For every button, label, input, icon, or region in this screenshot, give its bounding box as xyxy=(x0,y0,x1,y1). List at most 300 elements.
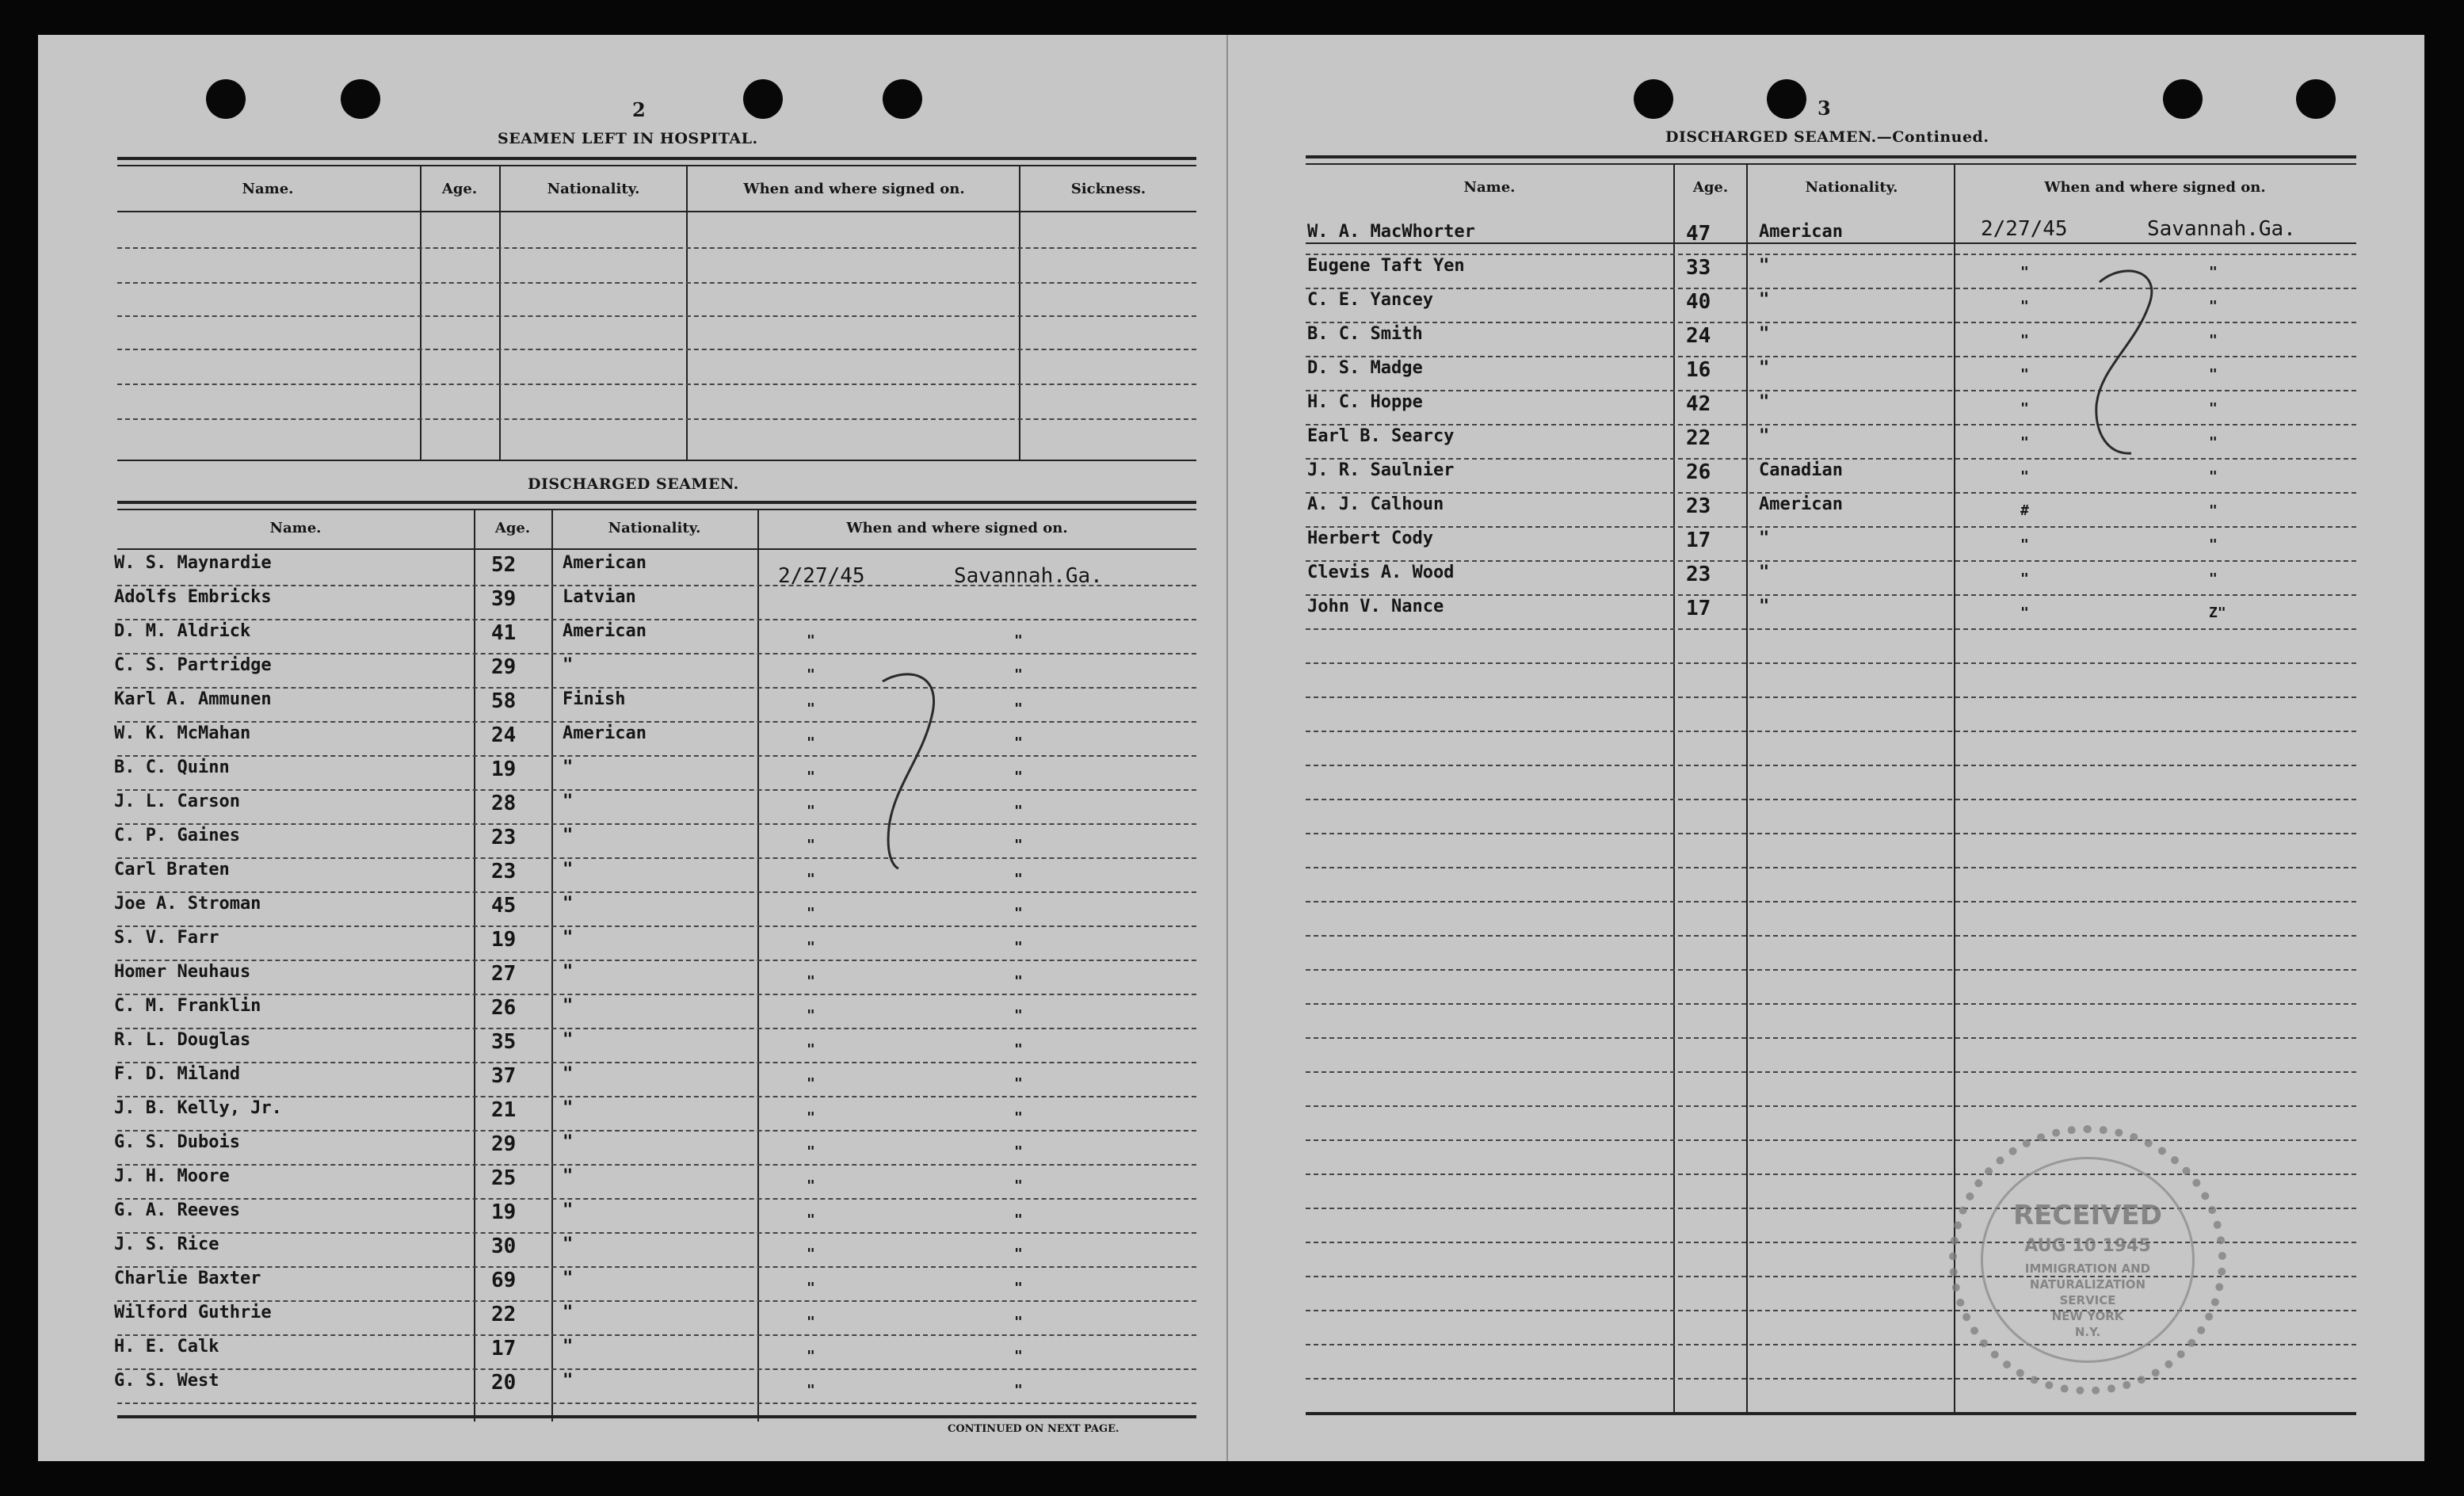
seaman-age: 45 xyxy=(491,894,517,918)
signed-on-when: " xyxy=(807,1212,815,1228)
signed-on-where: " xyxy=(1014,1143,1023,1160)
row-rule xyxy=(1306,1174,2356,1175)
seaman-nationality: American xyxy=(1759,222,1843,242)
seaman-nationality: " xyxy=(563,996,574,1016)
signed-on-when: " xyxy=(807,735,815,751)
seaman-nationality: " xyxy=(1759,426,1770,446)
column-divider xyxy=(551,510,553,1422)
punch-hole xyxy=(341,79,380,119)
right-page xyxy=(1226,35,2424,1461)
seaman-nationality: Finish xyxy=(563,689,626,709)
hospital-header-age: Age. xyxy=(441,181,478,197)
row-rule xyxy=(1306,1344,2356,1345)
seaman-name: C. P. Gaines xyxy=(114,826,240,845)
seaman-age: 47 xyxy=(1686,222,1711,246)
signed-on-when: " xyxy=(807,1280,815,1296)
seaman-age: 22 xyxy=(1686,426,1711,450)
seaman-name: Eugene Taft Yen xyxy=(1307,256,1465,276)
seaman-name: G. S. Dubois xyxy=(114,1132,240,1152)
seaman-name: A. J. Calhoun xyxy=(1307,494,1444,514)
signed-on-where: " xyxy=(1014,1382,1023,1399)
seaman-nationality: American xyxy=(1759,494,1843,514)
table-rule xyxy=(117,157,1196,160)
seaman-name: C. M. Franklin xyxy=(114,996,261,1016)
seaman-age: 69 xyxy=(491,1269,517,1292)
table-rule xyxy=(117,1415,1196,1418)
row-rule xyxy=(1306,1378,2356,1380)
signed-on-when: " xyxy=(807,1177,815,1194)
row-rule xyxy=(117,384,1196,385)
left-page xyxy=(38,35,1226,1461)
row-rule xyxy=(1306,560,2356,562)
seaman-nationality: Latvian xyxy=(563,587,636,607)
seaman-nationality: " xyxy=(563,962,574,982)
seaman-name: B. C. Smith xyxy=(1307,324,1423,344)
seaman-name: Wilford Guthrie xyxy=(114,1303,272,1322)
seaman-name: Earl B. Searcy xyxy=(1307,426,1455,446)
signed-on-when: " xyxy=(2020,332,2029,349)
seaman-age: 52 xyxy=(491,553,517,577)
signed-on-where: " xyxy=(2209,298,2218,315)
row-rule xyxy=(117,823,1196,825)
seaman-name: W. S. Maynardie xyxy=(114,553,272,573)
row-rule xyxy=(117,418,1196,420)
seaman-nationality: " xyxy=(563,1200,574,1220)
table-rule xyxy=(117,509,1196,510)
punch-hole xyxy=(2296,79,2336,119)
signed-on-where: " xyxy=(1014,769,1023,785)
seaman-nationality: " xyxy=(1759,358,1770,378)
punch-hole xyxy=(743,79,783,119)
signed-on-when: " xyxy=(2020,468,2029,485)
signed-on-when: " xyxy=(807,1348,815,1364)
signed-on-when: " xyxy=(2020,400,2029,417)
seaman-nationality: American xyxy=(563,553,647,573)
seaman-name: John V. Nance xyxy=(1307,597,1444,616)
signed-on-when: " xyxy=(807,803,815,819)
seaman-name: Adolfs Embricks xyxy=(114,587,272,607)
punch-hole xyxy=(1634,79,1673,119)
signed-on-where: " xyxy=(1014,1348,1023,1364)
row-rule xyxy=(1306,594,2356,596)
seaman-nationality: American xyxy=(563,723,647,743)
seaman-name: Charlie Baxter xyxy=(114,1269,261,1288)
row-rule xyxy=(117,789,1196,791)
table-rule xyxy=(117,460,1196,461)
seaman-age: 17 xyxy=(491,1337,517,1361)
row-rule xyxy=(1306,492,2356,494)
signed-on-when: " xyxy=(807,1314,815,1330)
seaman-nationality: " xyxy=(563,1030,574,1050)
seaman-name: H. E. Calk xyxy=(114,1337,219,1357)
row-rule xyxy=(1306,1071,2356,1073)
seaman-age: 23 xyxy=(491,860,517,883)
signed-on-place: Savannah.Ga. xyxy=(954,564,1103,588)
signed-on-where: " xyxy=(2209,400,2218,417)
row-rule xyxy=(1306,662,2356,664)
signed-on-when: " xyxy=(807,666,815,683)
signed-on-where: " xyxy=(1014,973,1023,990)
seaman-age: 29 xyxy=(491,1132,517,1156)
signed-on-where: " xyxy=(1014,1041,1023,1058)
signed-on-where: " xyxy=(1014,1280,1023,1296)
seaman-age: 19 xyxy=(491,928,517,952)
table-rule xyxy=(1306,1412,2356,1415)
row-rule xyxy=(117,653,1196,654)
row-rule xyxy=(1306,628,2356,630)
seaman-age: 23 xyxy=(491,826,517,849)
hospital-header-nationality: Nationality. xyxy=(547,181,640,197)
seaman-name: F. D. Miland xyxy=(114,1064,240,1084)
row-rule xyxy=(117,1368,1196,1370)
discharged-continued-title: DISCHARGED SEAMEN.—Continued. xyxy=(1665,128,1989,146)
signed-on-where: " xyxy=(1014,1007,1023,1024)
signed-on-where: " xyxy=(2209,264,2218,280)
page-number: 3 xyxy=(1817,97,1831,120)
seaman-age: 42 xyxy=(1686,392,1711,416)
table-rule xyxy=(117,211,1196,212)
signed-on-where: " xyxy=(2209,366,2218,383)
signed-on-when: " xyxy=(807,939,815,956)
row-rule xyxy=(117,994,1196,995)
seaman-age: 30 xyxy=(491,1235,517,1258)
punch-hole xyxy=(1767,79,1806,119)
row-rule xyxy=(1306,526,2356,528)
signed-on-when: " xyxy=(807,871,815,887)
row-rule xyxy=(117,1198,1196,1200)
row-rule xyxy=(1306,1139,2356,1141)
signed-on-where: " xyxy=(1014,939,1023,956)
signed-on-when: " xyxy=(807,1109,815,1126)
seaman-name: W. K. McMahan xyxy=(114,723,251,743)
seaman-age: 39 xyxy=(491,587,517,611)
signed-on-where: " xyxy=(2209,571,2218,587)
seaman-nationality: " xyxy=(1759,324,1770,344)
discharged-header-signed-on: When and where signed on. xyxy=(846,520,1068,536)
seaman-nationality: " xyxy=(1759,529,1770,548)
row-rule xyxy=(117,1130,1196,1132)
row-rule xyxy=(1306,458,2356,460)
signed-on-where: " xyxy=(2209,536,2218,553)
row-rule xyxy=(117,857,1196,859)
seaman-age: 25 xyxy=(491,1166,517,1190)
seaman-age: 40 xyxy=(1686,290,1711,314)
seaman-nationality: " xyxy=(1759,392,1770,412)
bracket-scribble xyxy=(2084,258,2163,464)
signed-on-where: " xyxy=(1014,1177,1023,1194)
row-rule xyxy=(117,1028,1196,1029)
row-rule xyxy=(1306,390,2356,391)
seaman-name: Homer Neuhaus xyxy=(114,962,251,982)
seaman-nationality: " xyxy=(563,894,574,914)
row-rule xyxy=(117,1062,1196,1063)
hospital-section-title: SEAMEN LEFT IN HOSPITAL. xyxy=(498,130,758,147)
table-rule xyxy=(117,548,1196,550)
seaman-name: B. C. Quinn xyxy=(114,758,230,777)
seaman-name: Herbert Cody xyxy=(1307,529,1433,548)
signed-on-where: " xyxy=(1014,837,1023,853)
seaman-name: R. L. Douglas xyxy=(114,1030,251,1050)
row-rule xyxy=(117,925,1196,927)
seaman-age: 17 xyxy=(1686,597,1711,620)
row-rule xyxy=(117,247,1196,249)
seaman-nationality: " xyxy=(563,1132,574,1152)
seaman-nationality: " xyxy=(563,1269,574,1288)
signed-on-where: " xyxy=(2209,468,2218,485)
seaman-name: H. C. Hoppe xyxy=(1307,392,1423,412)
row-rule xyxy=(117,1232,1196,1234)
stamp-agency: SERVICE xyxy=(2059,1293,2116,1307)
seaman-nationality: " xyxy=(563,655,574,675)
signed-on-when: " xyxy=(807,1041,815,1058)
seaman-age: 26 xyxy=(1686,460,1711,484)
row-rule xyxy=(117,721,1196,723)
signed-on-where: Z" xyxy=(2209,605,2226,621)
seaman-name: S. V. Farr xyxy=(114,928,219,948)
seaman-age: 23 xyxy=(1686,494,1711,518)
column-divider xyxy=(1673,165,1675,1412)
stamp-city: NEW YORK xyxy=(2051,1309,2124,1323)
seaman-age: 22 xyxy=(491,1303,517,1326)
signed-on-where: " xyxy=(1014,700,1023,717)
seaman-nationality: " xyxy=(1759,256,1770,276)
seaman-age: 26 xyxy=(491,996,517,1020)
signed-on-where: " xyxy=(1014,666,1023,683)
seaman-nationality: " xyxy=(563,1098,574,1118)
stamp-received: RECEIVED xyxy=(2013,1200,2162,1231)
signed-on-when: " xyxy=(807,1382,815,1399)
seaman-nationality: " xyxy=(563,1371,574,1391)
hospital-header-sickness: Sickness. xyxy=(1070,181,1146,197)
signed-on-where: " xyxy=(1014,1075,1023,1092)
seaman-name: J. L. Carson xyxy=(114,792,240,811)
seaman-nationality: " xyxy=(563,758,574,777)
right-header-signed-on: When and where signed on. xyxy=(2044,179,2266,196)
discharged-header-nationality: Nationality. xyxy=(608,520,701,536)
seaman-name: C. S. Partridge xyxy=(114,655,272,675)
row-rule xyxy=(117,1266,1196,1268)
column-divider xyxy=(1746,165,1748,1412)
bracket-scribble xyxy=(875,669,946,875)
seaman-age: 35 xyxy=(491,1030,517,1054)
seaman-name: J. S. Rice xyxy=(114,1235,219,1254)
signed-on-where: " xyxy=(2209,434,2218,451)
seaman-nationality: Canadian xyxy=(1759,460,1843,480)
column-divider xyxy=(1019,166,1020,460)
hospital-header-name: Name. xyxy=(242,181,294,197)
seaman-nationality: " xyxy=(563,928,574,948)
punch-hole xyxy=(206,79,246,119)
continued-note: CONTINUED ON NEXT PAGE. xyxy=(948,1423,1119,1435)
row-rule xyxy=(1306,969,2356,971)
signed-on-when: " xyxy=(807,1075,815,1092)
seaman-age: 58 xyxy=(491,689,517,713)
signed-on-when: " xyxy=(2020,536,2029,553)
seaman-nationality: " xyxy=(563,792,574,811)
column-divider xyxy=(499,166,501,460)
signed-on-where: " xyxy=(1014,1246,1023,1262)
row-rule xyxy=(117,1164,1196,1166)
seaman-age: 19 xyxy=(491,1200,517,1224)
signed-on-where: " xyxy=(1014,1212,1023,1228)
row-rule xyxy=(117,1096,1196,1097)
row-rule xyxy=(1306,696,2356,698)
seaman-name: W. A. MacWhorter xyxy=(1307,222,1475,242)
signed-on-where: " xyxy=(1014,905,1023,922)
signed-on-when: " xyxy=(807,973,815,990)
column-divider xyxy=(757,510,759,1422)
stamp-date: AUG 10 1945 xyxy=(2024,1236,2151,1256)
seaman-name: G. S. West xyxy=(114,1371,219,1391)
seaman-age: 41 xyxy=(491,621,517,645)
signed-on-when: " xyxy=(2020,571,2029,587)
punch-hole xyxy=(883,79,922,119)
seaman-age: 27 xyxy=(491,962,517,986)
column-divider xyxy=(420,166,421,460)
signed-on-where: " xyxy=(1014,1109,1023,1126)
signed-on-where: " xyxy=(1014,632,1023,649)
signed-on-date: 2/27/45 xyxy=(778,564,865,588)
row-rule xyxy=(117,1402,1196,1404)
row-rule xyxy=(1306,254,2356,255)
row-rule xyxy=(1306,901,2356,903)
signed-on-date: 2/27/45 xyxy=(1981,217,2068,241)
row-rule xyxy=(1306,288,2356,289)
row-rule xyxy=(1306,1037,2356,1039)
row-rule xyxy=(117,1300,1196,1302)
seaman-nationality: " xyxy=(563,826,574,845)
signed-on-where: " xyxy=(1014,735,1023,751)
seaman-age: 20 xyxy=(491,1371,517,1395)
row-rule xyxy=(1306,765,2356,766)
seaman-age: 16 xyxy=(1686,358,1711,382)
row-rule xyxy=(117,619,1196,620)
signed-on-when: " xyxy=(807,700,815,717)
right-header-name: Name. xyxy=(1463,179,1516,196)
signed-on-when: " xyxy=(807,1007,815,1024)
seaman-name: C. E. Yancey xyxy=(1307,290,1433,310)
seaman-age: 28 xyxy=(491,792,517,815)
seaman-name: Joe A. Stroman xyxy=(114,894,261,914)
seaman-age: 21 xyxy=(491,1098,517,1122)
seaman-nationality: " xyxy=(563,1166,574,1186)
seaman-name: D. M. Aldrick xyxy=(114,621,251,641)
seaman-nationality: " xyxy=(563,1303,574,1322)
row-rule xyxy=(1306,1105,2356,1107)
seaman-age: 29 xyxy=(491,655,517,679)
seaman-age: 33 xyxy=(1686,256,1711,280)
row-rule xyxy=(117,960,1196,961)
row-rule xyxy=(117,349,1196,350)
signed-on-when: " xyxy=(2020,264,2029,280)
seaman-nationality: " xyxy=(563,1337,574,1357)
stamp-agency: IMMIGRATION AND xyxy=(2024,1261,2151,1276)
seaman-age: 17 xyxy=(1686,529,1711,552)
signed-on-when: " xyxy=(2020,434,2029,451)
table-rule xyxy=(1306,242,2356,244)
signed-on-where: " xyxy=(1014,1314,1023,1330)
row-rule xyxy=(1306,799,2356,800)
row-rule xyxy=(117,687,1196,689)
row-rule xyxy=(117,891,1196,893)
signed-on-when: " xyxy=(807,1246,815,1262)
stamp-state: N.Y. xyxy=(2074,1325,2101,1339)
received-stamp xyxy=(1949,1125,2226,1395)
table-rule xyxy=(1306,163,2356,165)
row-rule xyxy=(1306,935,2356,937)
table-rule xyxy=(117,501,1196,504)
seaman-nationality: " xyxy=(1759,597,1770,616)
row-rule xyxy=(1306,356,2356,357)
row-rule xyxy=(1306,833,2356,834)
seaman-nationality: " xyxy=(1759,563,1770,582)
seaman-nationality: " xyxy=(563,1064,574,1084)
signed-on-where: " xyxy=(2209,502,2218,519)
seaman-name: Clevis A. Wood xyxy=(1307,563,1455,582)
row-rule xyxy=(1306,1003,2356,1005)
signed-on-place: Savannah.Ga. xyxy=(2147,217,2296,241)
stamp-agency: NATURALIZATION xyxy=(2029,1277,2146,1292)
row-rule xyxy=(1306,731,2356,732)
row-rule xyxy=(117,755,1196,757)
seaman-name: J. H. Moore xyxy=(114,1166,230,1186)
signed-on-when: " xyxy=(807,1143,815,1160)
seaman-nationality: " xyxy=(563,860,574,880)
signed-on-when: " xyxy=(2020,298,2029,315)
seaman-age: 37 xyxy=(491,1064,517,1088)
discharged-header-age: Age. xyxy=(494,520,531,536)
seaman-name: J. R. Saulnier xyxy=(1307,460,1455,480)
signed-on-where: " xyxy=(1014,871,1023,887)
signed-on-when: " xyxy=(2020,366,2029,383)
table-rule xyxy=(117,165,1196,166)
discharged-section-title: DISCHARGED SEAMEN. xyxy=(528,475,739,493)
signed-on-when: " xyxy=(807,905,815,922)
signed-on-when: " xyxy=(2020,605,2029,621)
signed-on-when: " xyxy=(807,837,815,853)
signed-on-where: " xyxy=(1014,803,1023,819)
seaman-age: 19 xyxy=(491,758,517,781)
signed-on-when: " xyxy=(807,632,815,649)
right-header-nationality: Nationality. xyxy=(1805,179,1898,196)
row-rule xyxy=(117,1334,1196,1336)
hospital-header-signed-on: When and where signed on. xyxy=(743,181,965,197)
signed-on-when: " xyxy=(807,769,815,785)
seaman-name: G. A. Reeves xyxy=(114,1200,240,1220)
seaman-nationality: " xyxy=(563,1235,574,1254)
row-rule xyxy=(117,315,1196,317)
row-rule xyxy=(1306,867,2356,868)
seaman-age: 23 xyxy=(1686,563,1711,586)
seaman-name: Carl Braten xyxy=(114,860,230,880)
seaman-name: J. B. Kelly, Jr. xyxy=(114,1098,282,1118)
row-rule xyxy=(1306,322,2356,323)
signed-on-where: " xyxy=(2209,332,2218,349)
seaman-name: Karl A. Ammunen xyxy=(114,689,272,709)
page-number: 2 xyxy=(632,98,646,121)
seaman-nationality: American xyxy=(563,621,647,641)
discharged-header-name: Name. xyxy=(269,520,322,536)
row-rule xyxy=(117,282,1196,284)
row-rule xyxy=(1306,424,2356,426)
right-header-age: Age. xyxy=(1692,179,1729,196)
signed-on-when: # xyxy=(2020,502,2029,519)
seaman-age: 24 xyxy=(491,723,517,747)
seaman-age: 24 xyxy=(1686,324,1711,348)
table-rule xyxy=(1306,155,2356,158)
punch-hole xyxy=(2163,79,2203,119)
column-divider xyxy=(686,166,688,460)
